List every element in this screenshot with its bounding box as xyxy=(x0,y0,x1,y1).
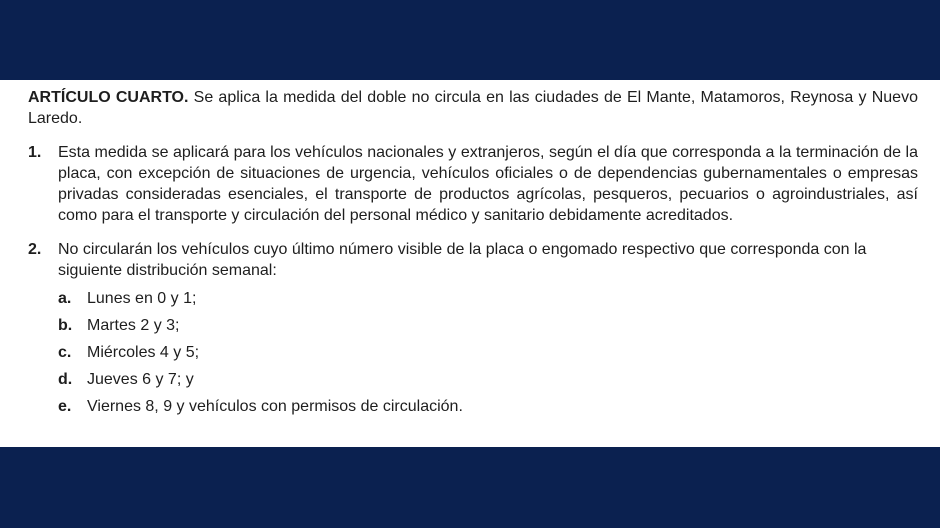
top-banner xyxy=(0,0,940,80)
sublist-item-b xyxy=(58,315,918,336)
sublist-item-letter: b. xyxy=(58,317,73,334)
list-item-1 xyxy=(28,142,918,226)
list-item-2 xyxy=(28,239,918,417)
article-heading: ARTÍCULO CUARTO. xyxy=(28,89,189,106)
sublist-item-text: Viernes 8, 9 y vehículos con permisos de circulación. xyxy=(87,398,463,415)
sublist-item-text: Lunes en 0 y 1; xyxy=(87,290,197,307)
sublist-item-c xyxy=(58,342,918,363)
sublist-item-a xyxy=(58,288,918,309)
sublist-item-text: Martes 2 y 3; xyxy=(87,317,180,334)
article-intro xyxy=(28,87,918,129)
sublist-item-letter: a. xyxy=(58,290,72,307)
document-panel xyxy=(0,80,940,447)
list-item-text: No circularán los vehículos cuyo último número visible de la placa o engomado respectivo que corresponda con la siguiente distribución semanal: xyxy=(58,241,867,279)
list-item-text: Esta medida se aplicará para los vehículos nacionales y extranjeros, según el día que corresponda a la terminación de la placa, con excepción de situaciones de urgencia, vehículos oficiales o de dependencias gubernamentales o empresas privadas consideradas esenciales, el transporte de productos agrícolas, pesqueros, pecuarios o agroindustriales, así como para el transporte y circulación del personal médico y sanitario debidamente acreditados. xyxy=(58,144,918,224)
sublist-item-text: Miércoles 4 y 5; xyxy=(87,344,200,361)
list-item-number: 2. xyxy=(28,241,42,258)
sublist-item-letter: c. xyxy=(58,344,72,361)
list-item-number: 1. xyxy=(28,144,42,161)
sublist-item-e xyxy=(58,396,918,417)
sublist-item-text: Jueves 6 y 7; y xyxy=(87,371,194,388)
sublist-item-letter: e. xyxy=(58,398,72,415)
article-content xyxy=(28,87,918,423)
sublist-item-letter: d. xyxy=(58,371,73,388)
bottom-banner xyxy=(0,447,940,528)
weekday-sublist xyxy=(58,288,918,417)
sublist-item-d xyxy=(58,369,918,390)
article-intro-text: Se aplica la medida del doble no circula en las ciudades de El Mante, Matamoros, Reynosa y Nuevo Laredo. xyxy=(28,89,918,127)
